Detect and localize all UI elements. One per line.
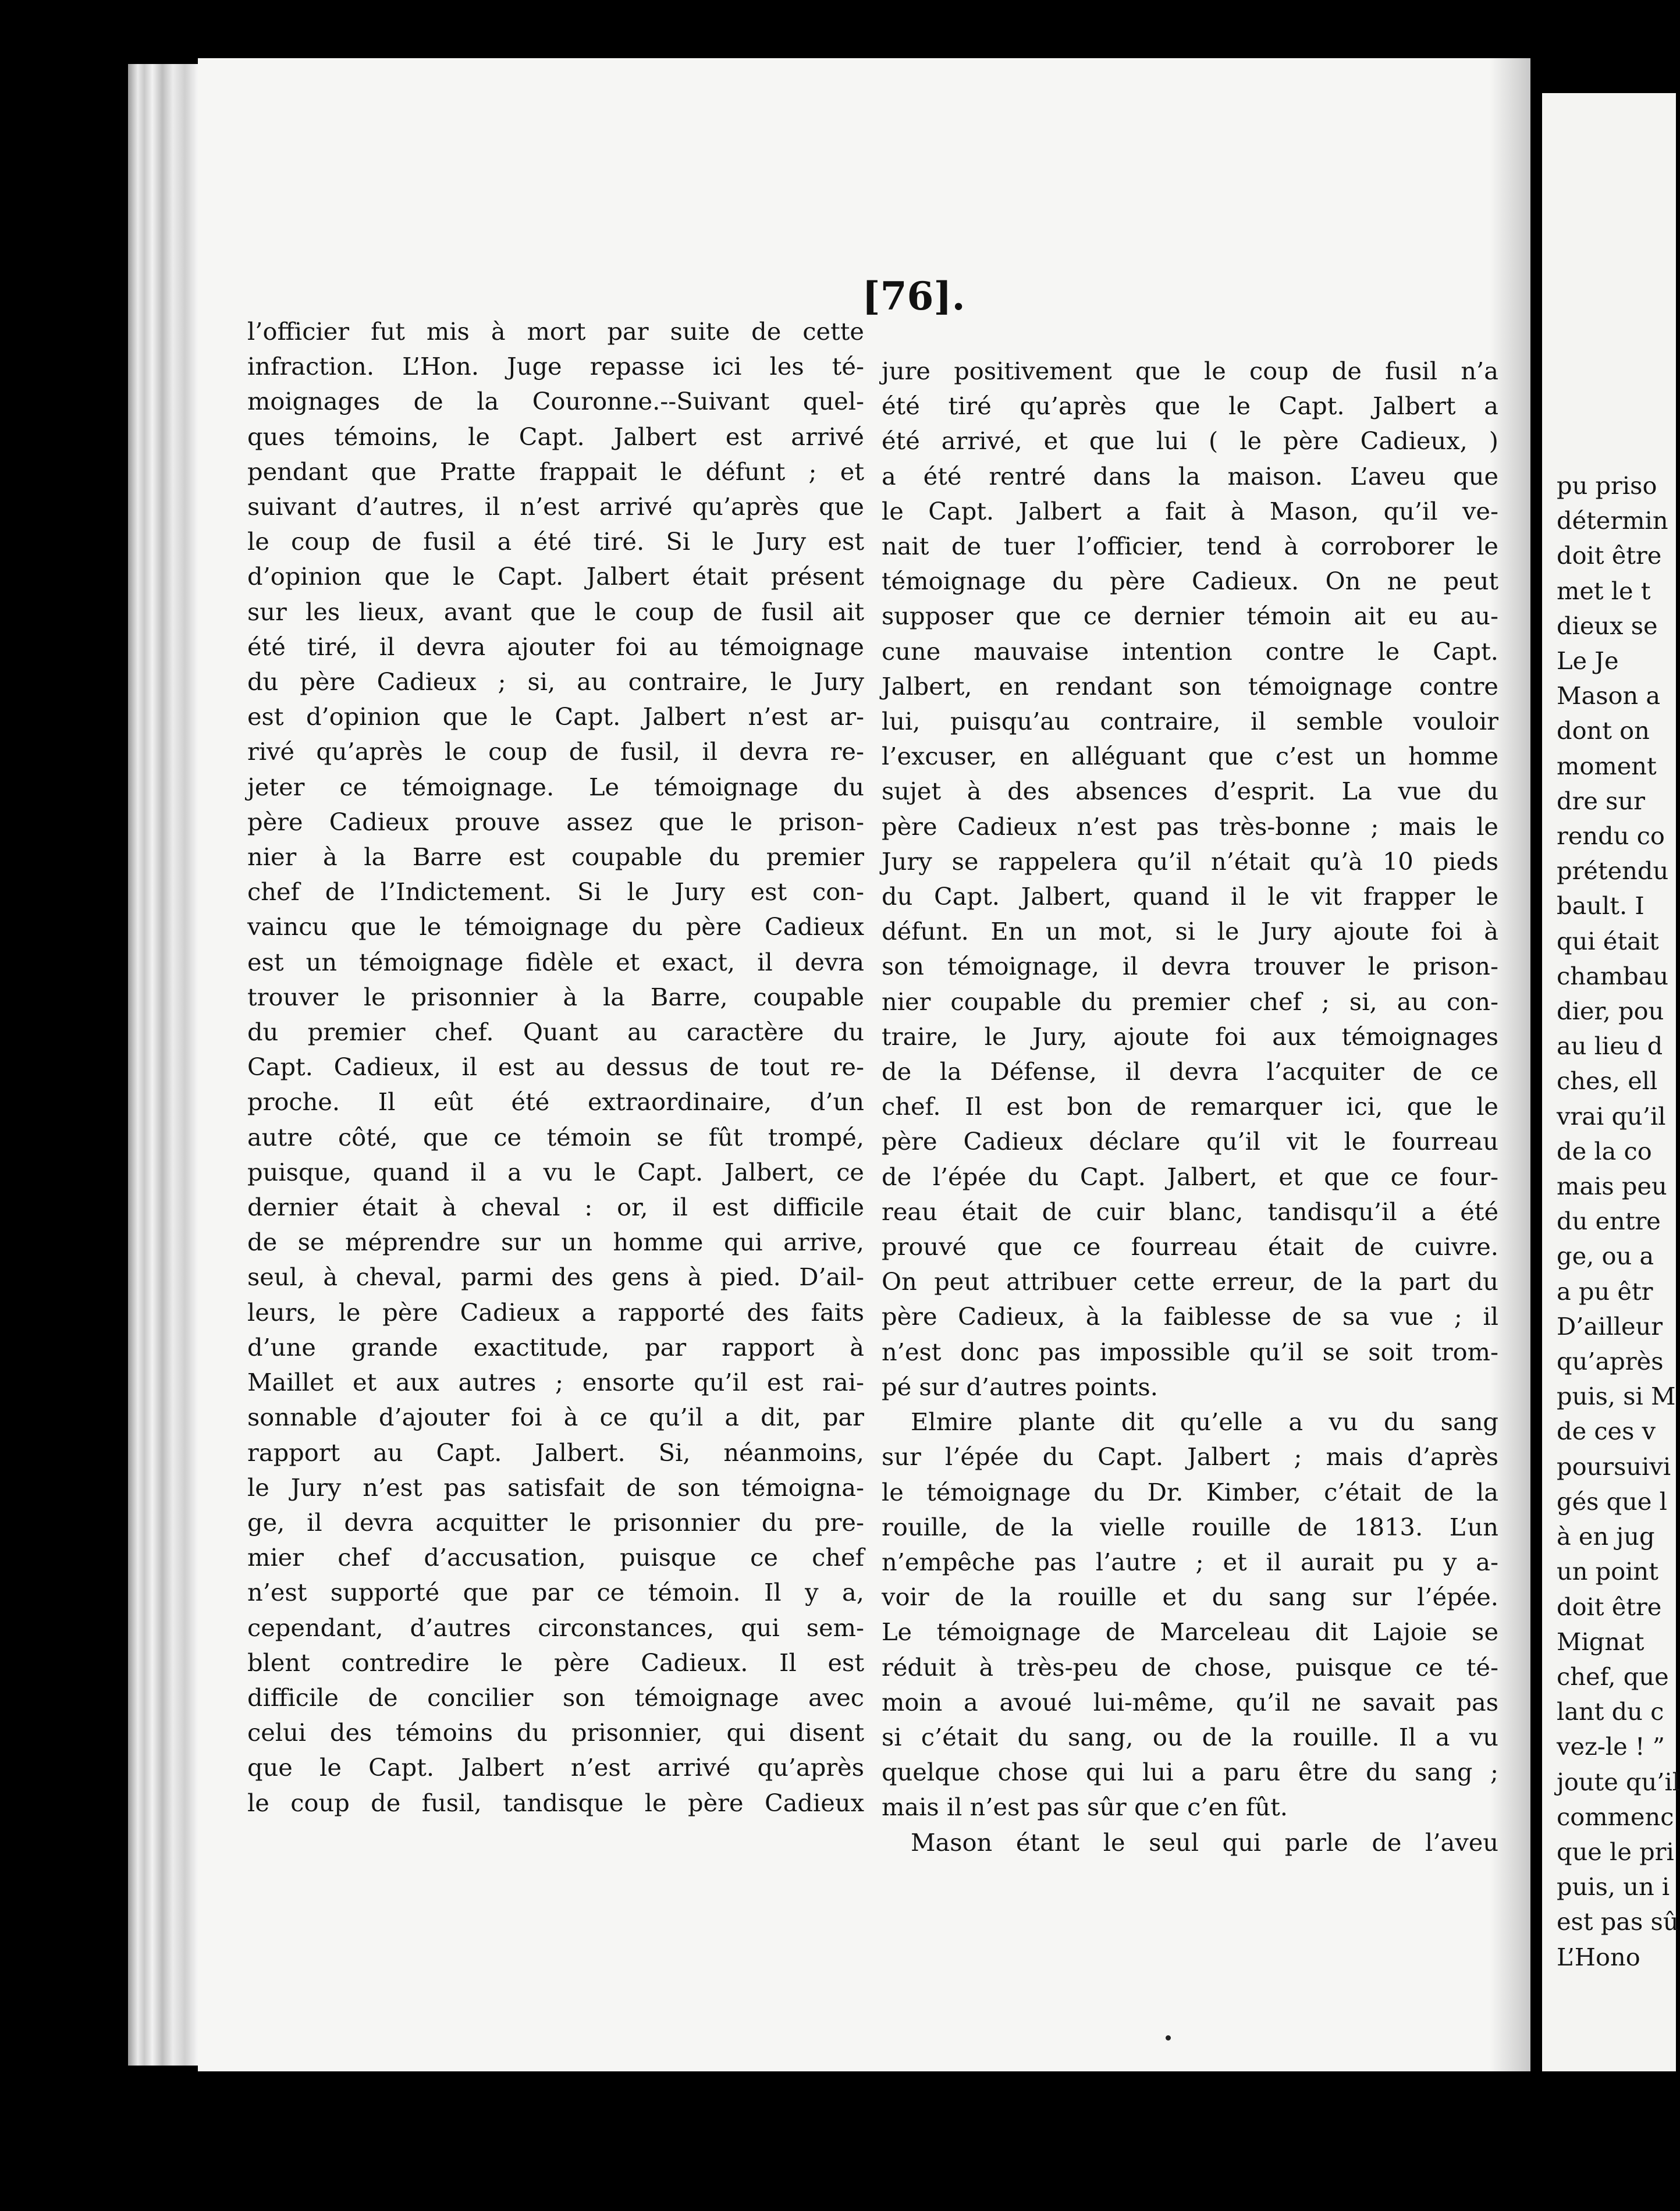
facing-page-line: de la co [1557, 1136, 1652, 1165]
text-line: chef. Il est bon de remarquer ici, que le [882, 1092, 1498, 1121]
text-line: Jury se rappelera qu’il n’était qu’à 10 pieds [882, 847, 1498, 876]
left-text-column [247, 314, 864, 1821]
text-line: seul, à cheval, parmi des gens à pied. D’ail- [247, 1263, 864, 1292]
text-line: Maillet et aux autres ; ensorte qu’il est rai- [247, 1368, 864, 1397]
text-line: jure positivement que le coup de fusil n’a [882, 357, 1498, 385]
text-line: moin a avoué lui-même, qu’il ne savait pas [882, 1687, 1498, 1716]
text-line: père Cadieux déclare qu’il vit le fourreau [882, 1127, 1498, 1156]
text-line: infraction. L’Hon. Juge repasse ici les té- [247, 352, 864, 381]
text-line: difficile de concilier son témoignage avec [247, 1683, 864, 1712]
facing-page-line: gés que l [1557, 1487, 1667, 1516]
text-line: de se méprendre sur un homme qui arrive, [247, 1228, 864, 1257]
text-line: Capt. Cadieux, il est au dessus de tout re- [247, 1053, 864, 1082]
facing-page-line: du entre [1557, 1207, 1661, 1236]
text-line: le coup de fusil a été tiré. Si le Jury est [247, 527, 864, 556]
facing-page-line: dre sur [1557, 786, 1646, 815]
facing-page-line: puis, un i [1557, 1872, 1670, 1901]
text-line: Jalbert, en rendant son témoignage contre [882, 671, 1498, 701]
text-line: On peut attribuer cette erreur, de la part du [882, 1267, 1498, 1296]
text-line: sur les lieux, avant que le coup de fusil ait [247, 597, 864, 626]
text-line: le témoignage du Dr. Kimber, c’était de la [882, 1477, 1498, 1506]
text-line: jeter ce témoignage. Le témoignage du [247, 772, 864, 801]
text-line: mais il n’est pas sûr que c’en fût. [882, 1793, 1288, 1822]
facing-page-line: dieux se [1557, 611, 1658, 640]
facing-page-line: Mignat [1557, 1627, 1645, 1656]
text-line: nier coupable du premier chef ; si, au con- [882, 987, 1498, 1016]
facing-page-line: dont on [1557, 716, 1650, 745]
ink-dot-mark [1166, 2035, 1171, 2041]
text-line: proche. Il eût été extraordinaire, d’un [247, 1087, 864, 1117]
text-line: son témoignage, il devra trouver le prison- [882, 952, 1498, 981]
text-line: est un témoignage fidèle et exact, il devra [247, 947, 864, 976]
text-line: chef de l’Indictement. Si le Jury est con- [247, 877, 864, 907]
text-line: trouver le prisonnier à la Barre, coupable [247, 982, 864, 1011]
facing-page-line: Mason a [1557, 681, 1661, 710]
text-line: l’officier fut mis à mort par suite de cette [247, 317, 864, 346]
facing-page-line: au lieu d [1557, 1032, 1663, 1061]
facing-page-line: que le pri [1557, 1837, 1674, 1866]
facing-page-line: détermin [1557, 506, 1668, 535]
facing-page-line: moment [1557, 751, 1657, 780]
text-line: quelque chose qui lui a paru être du sang ; [882, 1758, 1498, 1787]
facing-page-line: joute qu’il [1557, 1767, 1680, 1796]
text-line: d’une grande exactitude, par rapport à [247, 1332, 864, 1362]
text-line: rapport au Capt. Jalbert. Si, néanmoins, [247, 1438, 864, 1467]
facing-page-line: à en jug [1557, 1522, 1655, 1551]
facing-page-line: rendu co [1557, 822, 1665, 851]
text-line: d’opinion que le Capt. Jalbert était présent [247, 562, 864, 591]
text-line: supposer que ce dernier témoin ait eu au- [882, 602, 1498, 631]
text-line: père Cadieux, à la faiblesse de sa vue ; il [882, 1302, 1498, 1331]
facing-page-column [1557, 468, 1680, 1975]
facing-page-line: ches, ell [1557, 1067, 1658, 1096]
text-line: nier à la Barre est coupable du premier [247, 843, 864, 872]
text-line: Mason étant le seul qui parle de l’aveu [911, 1828, 1498, 1857]
text-line: suivant d’autres, il n’est arrivé qu’après que [247, 492, 864, 521]
text-line: de l’épée du Capt. Jalbert, et que ce four- [882, 1162, 1498, 1191]
facing-page-line: chef, que [1557, 1662, 1669, 1691]
text-line: n’est donc pas impossible qu’il se soit trom- [882, 1337, 1498, 1366]
facing-page-line: pu priso [1557, 471, 1657, 500]
text-line: du Capt. Jalbert, quand il le vit frapper le [882, 882, 1498, 911]
text-line: traire, le Jury, ajoute foi aux témoignages [882, 1022, 1498, 1051]
text-line: père Cadieux n’est pas très-bonne ; mais le [882, 812, 1498, 841]
text-line: réduit à très-peu de chose, puisque ce té- [882, 1652, 1498, 1682]
text-line: nait de tuer l’officier, tend à corroborer le [882, 532, 1498, 561]
text-line: du premier chef. Quant au caractère du [247, 1018, 864, 1047]
facing-page-line: bault. I [1557, 891, 1645, 920]
text-line: été tiré qu’après que le Capt. Jalbert a [882, 392, 1498, 421]
facing-page-line: mais peu [1557, 1172, 1667, 1201]
text-line: moignages de la Couronne.--Suivant quel- [247, 387, 864, 416]
text-line: été arrivé, et que lui ( le père Cadieux, ) [882, 426, 1498, 456]
text-line: reau était de cuir blanc, tandisqu’il a été [882, 1197, 1498, 1226]
facing-page-line: doit être [1557, 1592, 1662, 1621]
text-line: sur l’épée du Capt. Jalbert ; mais d’après [882, 1442, 1498, 1471]
text-line: est d’opinion que le Capt. Jalbert n’est ar- [247, 702, 864, 731]
text-line: puisque, quand il a vu le Capt. Jalbert, ce [247, 1157, 864, 1186]
facing-page-line: L’Hono [1557, 1942, 1640, 1971]
text-line: sujet à des absences d’esprit. La vue du [882, 777, 1498, 806]
text-line: le coup de fusil, tandisque le père Cadieux [247, 1788, 864, 1817]
facing-page-line: qui était [1557, 926, 1659, 955]
text-line: leurs, le père Cadieux a rapporté des faits [247, 1298, 864, 1327]
text-line: celui des témoins du prisonnier, qui disent [247, 1718, 864, 1747]
text-line: rivé qu’après le coup de fusil, il devra re- [247, 737, 864, 766]
facing-page-line: de ces v [1557, 1417, 1656, 1446]
text-line: cune mauvaise intention contre le Capt. [882, 637, 1498, 666]
text-line: lui, puisqu’au contraire, il semble vouloir [882, 707, 1498, 736]
text-line: n’empêche pas l’autre ; et il aurait pu y a- [882, 1547, 1498, 1576]
text-line: Le témoignage de Marceleau dit Lajoie se [882, 1618, 1498, 1647]
facing-page-line: qu’après [1557, 1347, 1664, 1376]
text-line: prouvé que ce fourreau était de cuivre. [882, 1232, 1498, 1261]
text-line: si c’était du sang, ou de la rouille. Il a vu [882, 1722, 1498, 1751]
text-line: Elmire plante dit qu’elle a vu du sang [911, 1407, 1498, 1437]
facing-page-line: prétendu [1557, 856, 1669, 886]
facing-page-line: puis, si M [1557, 1382, 1676, 1411]
text-line: voir de la rouille et du sang sur l’épée. [882, 1583, 1498, 1612]
text-line: ge, il devra acquitter le prisonnier du pre- [247, 1508, 864, 1537]
facing-page-line: poursuivi [1557, 1452, 1671, 1481]
page-number: [76]. [862, 273, 965, 319]
facing-page-line: doit être [1557, 541, 1662, 570]
facing-page-line: commenc [1557, 1802, 1674, 1831]
text-line: pé sur d’autres points. [882, 1372, 1158, 1401]
facing-page-line: est pas sû [1557, 1907, 1679, 1936]
facing-page-line: a pu êtr [1557, 1277, 1653, 1306]
text-line: l’excuser, en alléguant que c’est un homme [882, 742, 1498, 771]
text-line: cependant, d’autres circonstances, qui sem- [247, 1613, 864, 1642]
text-line: ques témoins, le Capt. Jalbert est arrivé [247, 422, 864, 451]
facing-page-line: lant du c [1557, 1697, 1664, 1726]
text-line: père Cadieux prouve assez que le prison- [247, 807, 864, 836]
text-line: pendant que Pratte frappait le défunt ; et [247, 457, 864, 486]
book-page-edges [128, 64, 209, 2066]
text-line: rouille, de la vielle rouille de 1813. L’un [882, 1512, 1498, 1541]
facing-page-line: un point [1557, 1557, 1658, 1586]
facing-page-fragment [1542, 93, 1680, 2071]
text-line: vaincu que le témoignage du père Cadieux [247, 912, 864, 941]
text-line: le Jury n’est pas satisfait de son témoigna- [247, 1473, 864, 1502]
text-line: blent contredire le père Cadieux. Il est [247, 1648, 864, 1677]
text-line: dernier était à cheval : or, il est difficile [247, 1193, 864, 1222]
facing-page-line: met le t [1557, 576, 1651, 605]
facing-page-line: ge, ou a [1557, 1242, 1654, 1271]
text-line: autre côté, que ce témoin se fût trompé, [247, 1122, 864, 1151]
text-line: mier chef d’accusation, puisque ce chef [247, 1543, 864, 1572]
facing-page-line: vez-le ! ” [1557, 1732, 1665, 1761]
facing-page-line: Le Je [1557, 646, 1619, 676]
facing-page-line: vrai qu’il [1557, 1101, 1666, 1131]
text-line: de la Défense, il devra l’acquiter de ce [882, 1057, 1498, 1086]
right-text-column [882, 354, 1498, 1860]
text-line: a été rentré dans la maison. L’aveu que [882, 461, 1498, 490]
text-line: du père Cadieux ; si, au contraire, le Jury [247, 667, 864, 696]
text-line: défunt. En un mot, si le Jury ajoute foi à [882, 917, 1498, 946]
text-line: n’est supporté que par ce témoin. Il y a, [247, 1578, 864, 1607]
text-line: témoignage du père Cadieux. On ne peut [882, 567, 1498, 596]
text-line: été tiré, il devra ajouter foi au témoignage [247, 632, 864, 661]
text-line: le Capt. Jalbert a fait à Mason, qu’il ve- [882, 496, 1498, 525]
facing-page-line: D’ailleur [1557, 1311, 1663, 1341]
facing-page-line: chambau [1557, 961, 1669, 990]
text-line: sonnable d’ajouter foi à ce qu’il a dit, par [247, 1403, 864, 1432]
facing-page-line: dier, pou [1557, 997, 1664, 1026]
text-line: que le Capt. Jalbert n’est arrivé qu’après [247, 1753, 864, 1782]
